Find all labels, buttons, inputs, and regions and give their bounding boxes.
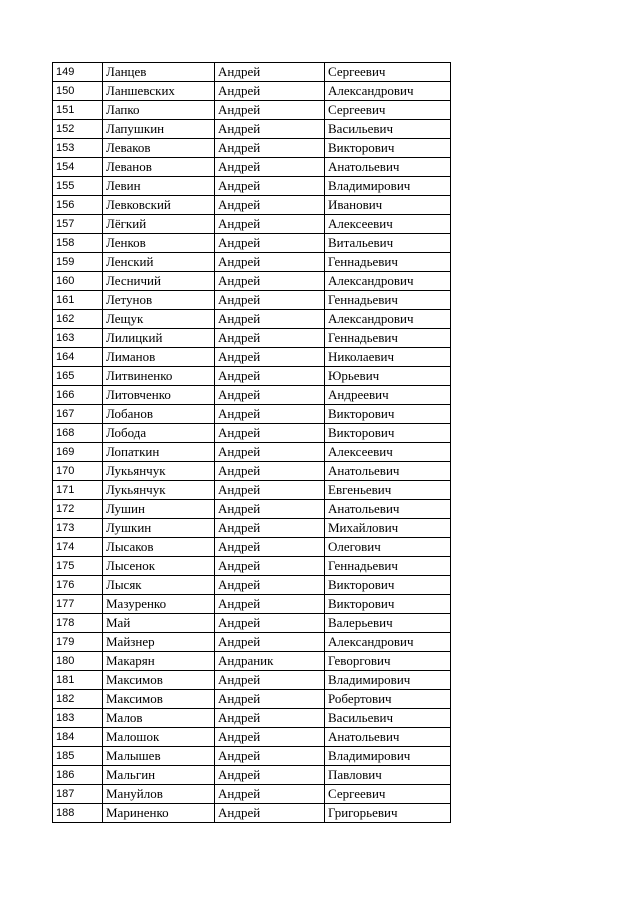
table-row [53,310,451,329]
table-row [53,500,451,519]
patronymic-cell: Анатольевич [325,158,451,177]
patronymic-cell: Геннадьевич [325,329,451,348]
patronymic-cell: Олегович [325,538,451,557]
surname-cell: Лобанов [103,405,215,424]
row-number-cell: 156 [53,196,103,215]
table-row [53,785,451,804]
row-number-cell: 185 [53,747,103,766]
surname-cell: Малошок [103,728,215,747]
surname-cell: Лиманов [103,348,215,367]
table-row [53,652,451,671]
patronymic-cell: Павлович [325,766,451,785]
row-number-cell: 159 [53,253,103,272]
patronymic-cell: Григорьевич [325,804,451,823]
patronymic-cell: Александрович [325,272,451,291]
table-row [53,234,451,253]
table-row [53,348,451,367]
surname-cell: Лысаков [103,538,215,557]
surname-cell: Май [103,614,215,633]
table-row [53,519,451,538]
table-row [53,709,451,728]
row-number-cell: 178 [53,614,103,633]
patronymic-cell: Валерьевич [325,614,451,633]
first-name-cell: Андрей [215,538,325,557]
first-name-cell: Андрей [215,519,325,538]
patronymic-cell: Геннадьевич [325,557,451,576]
patronymic-cell: Александрович [325,633,451,652]
first-name-cell: Андрей [215,386,325,405]
table-row [53,196,451,215]
patronymic-cell: Михайлович [325,519,451,538]
row-number-cell: 174 [53,538,103,557]
patronymic-cell: Васильевич [325,709,451,728]
first-name-cell: Андрей [215,310,325,329]
table-row [53,804,451,823]
first-name-cell: Андрей [215,120,325,139]
row-number-cell: 164 [53,348,103,367]
surname-cell: Леваков [103,139,215,158]
surname-cell: Мануйлов [103,785,215,804]
first-name-cell: Андрей [215,291,325,310]
row-number-cell: 173 [53,519,103,538]
row-number-cell: 176 [53,576,103,595]
surname-cell: Макарян [103,652,215,671]
first-name-cell: Андрей [215,215,325,234]
patronymic-cell: Сергеевич [325,101,451,120]
patronymic-cell: Викторович [325,595,451,614]
table-row [53,443,451,462]
row-number-cell: 184 [53,728,103,747]
first-name-cell: Андрей [215,576,325,595]
patronymic-cell: Геворгович [325,652,451,671]
surname-cell: Лещук [103,310,215,329]
row-number-cell: 168 [53,424,103,443]
patronymic-cell: Сергеевич [325,785,451,804]
surname-cell: Малышев [103,747,215,766]
first-name-cell: Андрей [215,63,325,82]
row-number-cell: 149 [53,63,103,82]
patronymic-cell: Викторович [325,405,451,424]
name-roster-table [52,62,451,823]
surname-cell: Мазуренко [103,595,215,614]
table-row [53,120,451,139]
table-row [53,82,451,101]
table-row [53,367,451,386]
patronymic-cell: Николаевич [325,348,451,367]
table-row [53,462,451,481]
table-row [53,576,451,595]
surname-cell: Лукьянчук [103,481,215,500]
first-name-cell: Андрей [215,500,325,519]
surname-cell: Ленский [103,253,215,272]
patronymic-cell: Александрович [325,82,451,101]
row-number-cell: 154 [53,158,103,177]
table-row [53,728,451,747]
row-number-cell: 150 [53,82,103,101]
row-number-cell: 169 [53,443,103,462]
table-row [53,671,451,690]
surname-cell: Малов [103,709,215,728]
row-number-cell: 167 [53,405,103,424]
surname-cell: Майзнер [103,633,215,652]
table-row [53,177,451,196]
row-number-cell: 166 [53,386,103,405]
patronymic-cell: Сергеевич [325,63,451,82]
surname-cell: Максимов [103,671,215,690]
first-name-cell: Андрей [215,139,325,158]
surname-cell: Литвиненко [103,367,215,386]
table-row [53,766,451,785]
surname-cell: Ланшевских [103,82,215,101]
first-name-cell: Андрей [215,158,325,177]
surname-cell: Литовченко [103,386,215,405]
surname-cell: Лысенок [103,557,215,576]
patronymic-cell: Анатольевич [325,728,451,747]
row-number-cell: 186 [53,766,103,785]
row-number-cell: 177 [53,595,103,614]
table-row [53,101,451,120]
table-row [53,63,451,82]
first-name-cell: Андрей [215,804,325,823]
first-name-cell: Андрей [215,462,325,481]
table-row [53,291,451,310]
row-number-cell: 158 [53,234,103,253]
table-row [53,614,451,633]
patronymic-cell: Витальевич [325,234,451,253]
surname-cell: Летунов [103,291,215,310]
surname-cell: Лушин [103,500,215,519]
first-name-cell: Андрей [215,747,325,766]
row-number-cell: 172 [53,500,103,519]
first-name-cell: Андрей [215,253,325,272]
table-row [53,557,451,576]
first-name-cell: Андрей [215,766,325,785]
row-number-cell: 183 [53,709,103,728]
surname-cell: Лушкин [103,519,215,538]
patronymic-cell: Алексеевич [325,215,451,234]
surname-cell: Лысяк [103,576,215,595]
row-number-cell: 151 [53,101,103,120]
patronymic-cell: Алексеевич [325,443,451,462]
table-row [53,405,451,424]
row-number-cell: 157 [53,215,103,234]
first-name-cell: Андраник [215,652,325,671]
first-name-cell: Андрей [215,614,325,633]
row-number-cell: 160 [53,272,103,291]
row-number-cell: 155 [53,177,103,196]
first-name-cell: Андрей [215,234,325,253]
patronymic-cell: Геннадьевич [325,291,451,310]
surname-cell: Лилицкий [103,329,215,348]
surname-cell: Лопаткин [103,443,215,462]
first-name-cell: Андрей [215,196,325,215]
row-number-cell: 165 [53,367,103,386]
surname-cell: Ленков [103,234,215,253]
row-number-cell: 175 [53,557,103,576]
surname-cell: Лукьянчук [103,462,215,481]
surname-cell: Мальгин [103,766,215,785]
first-name-cell: Андрей [215,557,325,576]
row-number-cell: 162 [53,310,103,329]
row-number-cell: 179 [53,633,103,652]
row-number-cell: 182 [53,690,103,709]
patronymic-cell: Александрович [325,310,451,329]
table-row [53,481,451,500]
patronymic-cell: Викторович [325,424,451,443]
row-number-cell: 181 [53,671,103,690]
patronymic-cell: Анатольевич [325,500,451,519]
first-name-cell: Андрей [215,348,325,367]
first-name-cell: Андрей [215,405,325,424]
row-number-cell: 161 [53,291,103,310]
patronymic-cell: Евгеньевич [325,481,451,500]
table-row [53,633,451,652]
first-name-cell: Андрей [215,709,325,728]
patronymic-cell: Анатольевич [325,462,451,481]
table-row [53,329,451,348]
table-row [53,158,451,177]
first-name-cell: Андрей [215,443,325,462]
table-row [53,386,451,405]
first-name-cell: Андрей [215,177,325,196]
patronymic-cell: Владимирович [325,671,451,690]
surname-cell: Лапко [103,101,215,120]
patronymic-cell: Андреевич [325,386,451,405]
row-number-cell: 163 [53,329,103,348]
document-page [52,62,450,823]
patronymic-cell: Владимирович [325,177,451,196]
first-name-cell: Андрей [215,595,325,614]
first-name-cell: Андрей [215,82,325,101]
row-number-cell: 188 [53,804,103,823]
surname-cell: Лёгкий [103,215,215,234]
first-name-cell: Андрей [215,329,325,348]
patronymic-cell: Иванович [325,196,451,215]
row-number-cell: 152 [53,120,103,139]
row-number-cell: 171 [53,481,103,500]
roster-table-body [53,63,451,823]
table-row [53,747,451,766]
patronymic-cell: Викторович [325,576,451,595]
surname-cell: Ланцев [103,63,215,82]
patronymic-cell: Геннадьевич [325,253,451,272]
table-row [53,272,451,291]
first-name-cell: Андрей [215,690,325,709]
table-row [53,215,451,234]
first-name-cell: Андрей [215,272,325,291]
surname-cell: Лапушкин [103,120,215,139]
row-number-cell: 153 [53,139,103,158]
table-row [53,424,451,443]
surname-cell: Лесничий [103,272,215,291]
row-number-cell: 170 [53,462,103,481]
first-name-cell: Андрей [215,101,325,120]
patronymic-cell: Робертович [325,690,451,709]
first-name-cell: Андрей [215,728,325,747]
first-name-cell: Андрей [215,367,325,386]
first-name-cell: Андрей [215,671,325,690]
patronymic-cell: Владимирович [325,747,451,766]
surname-cell: Максимов [103,690,215,709]
row-number-cell: 180 [53,652,103,671]
table-row [53,690,451,709]
surname-cell: Леванов [103,158,215,177]
patronymic-cell: Юрьевич [325,367,451,386]
first-name-cell: Андрей [215,633,325,652]
table-row [53,139,451,158]
surname-cell: Мариненко [103,804,215,823]
table-row [53,595,451,614]
patronymic-cell: Викторович [325,139,451,158]
table-row [53,538,451,557]
first-name-cell: Андрей [215,481,325,500]
patronymic-cell: Васильевич [325,120,451,139]
surname-cell: Левин [103,177,215,196]
first-name-cell: Андрей [215,785,325,804]
first-name-cell: Андрей [215,424,325,443]
table-row [53,253,451,272]
row-number-cell: 187 [53,785,103,804]
surname-cell: Лобода [103,424,215,443]
surname-cell: Левковский [103,196,215,215]
